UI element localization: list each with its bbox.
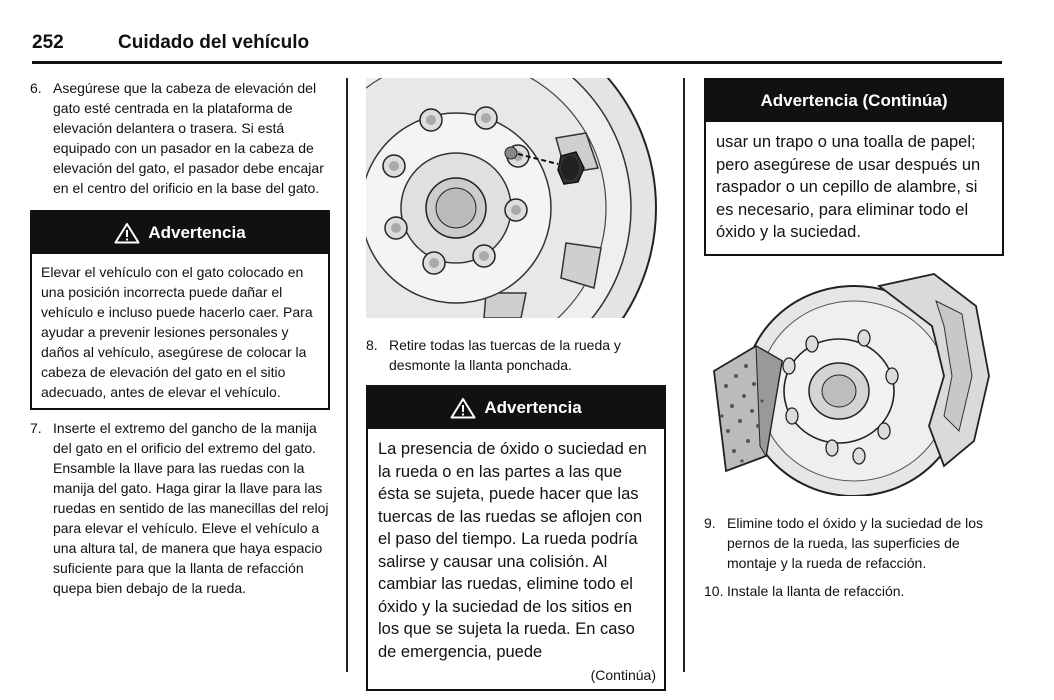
step-10 — [704, 581, 1004, 601]
warning-header — [368, 387, 664, 429]
warning-box — [30, 210, 330, 410]
warning-text: La presencia de óxido o suciedad en la rueda o en las partes a las que ésta se sujeta, puede hacer que las tuercas de las ruedas se aflojen con el paso del tiempo. La rueda podría salirse y causar una colisión. Al cambiar las ruedas, elimine todo el óxido y la suciedad de los sitios en los que se sujeta la rueda. En caso de emergencia, puede — [378, 440, 647, 661]
warning-header — [32, 212, 328, 254]
step-number: 7. — [30, 420, 42, 436]
step-number: 6. — [30, 80, 42, 96]
warning-text: Elevar el vehículo con el gato colocado en una posición incorrecta puede dañar el vehículo e incluso puede hacerlo caer. Para ayudar a prevenir lesiones personales y daños al vehículo, asegúrese de colocar la cabeza de elevación del gato en el sitio adecuado, antes de elevar el vehículo. — [41, 264, 313, 400]
step-number: 8. — [366, 337, 378, 353]
step-7 — [30, 418, 330, 598]
step-9 — [704, 513, 1004, 573]
right-column — [704, 78, 1004, 601]
step-number: 10. — [704, 582, 724, 599]
page-header — [32, 28, 1002, 64]
step-text: Instale la llanta de refacción. — [727, 582, 905, 599]
warning-title: Advertencia (Continúa) — [760, 91, 948, 110]
middle-column — [366, 78, 666, 691]
warning-header — [706, 80, 1002, 122]
step-text: Elimine todo el óxido y la suciedad de los pernos de la rueda, las superficies de montaje y la rueda de refacción. — [727, 514, 984, 571]
brake-rotor-hub-illustration — [704, 266, 1002, 496]
left-column — [30, 78, 330, 598]
continued-label: (Continúa) — [590, 667, 656, 683]
step-number: 9. — [704, 514, 716, 531]
section-title: Cuidado del vehículo — [118, 32, 310, 53]
step-text: Asegúrese que la cabeza de elevación del gato esté centrada en la plataforma de elevación delantera o trasera. Si está equipado con un pasador en la cabeza de elevación del gato, el pasador debe encajar en el centro del orificio en la base del gato. — [53, 80, 324, 196]
wheel-lug-nut-illustration — [366, 78, 664, 318]
page-number: 252 — [32, 32, 64, 53]
step-text: Retire todas las tuercas de la rueda y desmonte la llanta ponchada. — [389, 337, 621, 373]
column-divider-2 — [683, 78, 685, 672]
warning-box-continued — [704, 78, 1004, 256]
column-divider-1 — [346, 78, 348, 672]
warning-title: Advertencia — [148, 223, 246, 242]
header-rule — [32, 61, 1002, 64]
warning-triangle-icon — [114, 222, 140, 244]
warning-title: Advertencia — [484, 398, 582, 417]
step-text: Inserte el extremo del gancho de la manija del gato en el orificio del extremo del gato. Ensamble la llave para las ruedas con la manija del gato. Haga girar la llave para las ruedas en sentido de las manecillas del reloj para elevar el vehículo. Eleve el vehículo a una altura tal, de manera que haya espacio suficiente para que la llanta de refacción quepa bien debajo de la rueda. — [53, 420, 329, 596]
warning-box — [366, 385, 666, 691]
warning-text: usar un trapo o una toalla de papel; pero asegúrese de usar después un raspador o un cepillo de alambre, si es necesario, para eliminar todo el óxido y la suciedad. — [716, 133, 981, 241]
step-8 — [366, 335, 666, 375]
warning-triangle-icon — [450, 397, 476, 419]
step-6 — [30, 78, 330, 198]
